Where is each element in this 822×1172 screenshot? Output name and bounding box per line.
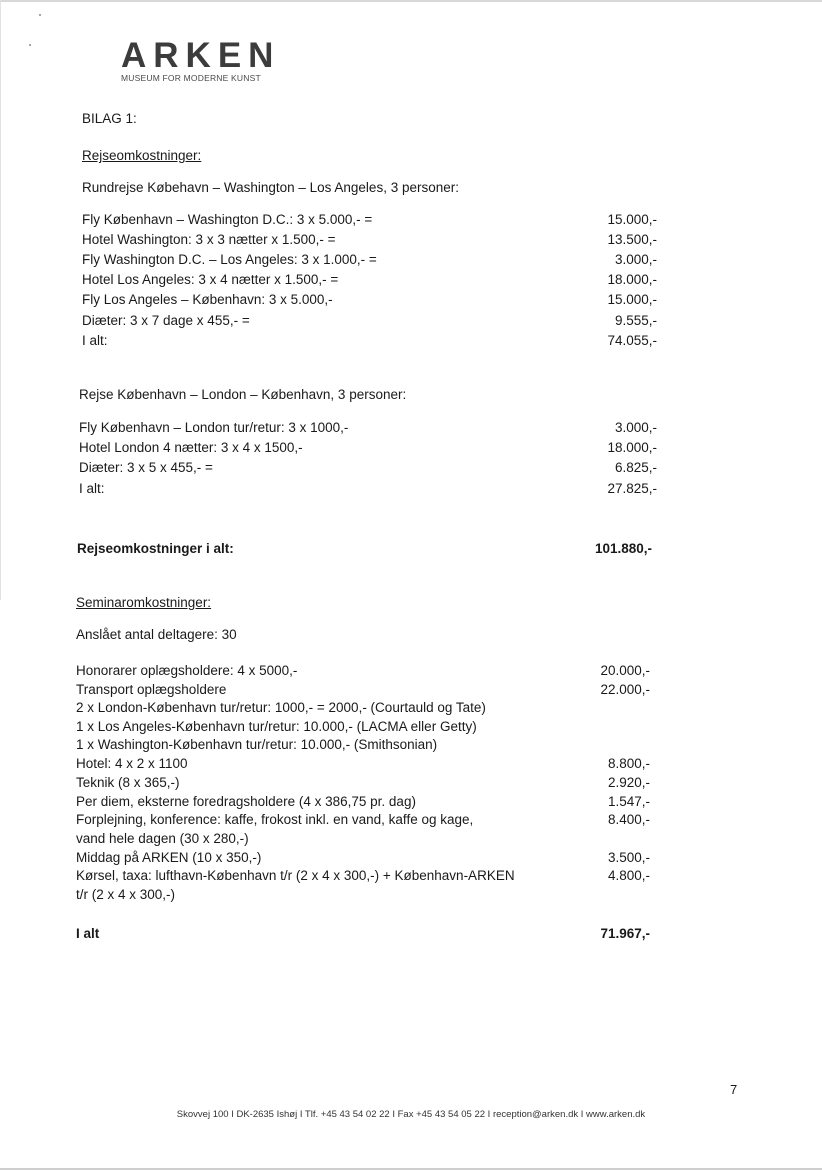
letterhead-footer: Skovvej 100 I DK-2635 Ishøj I Tlf. +45 43 54 02 22 I Fax +45 43 54 05 22 I reception@arken.dk I www.arken.dk [176, 1109, 646, 1120]
cost-line-amount: 6.825,- [614, 460, 657, 475]
cost-line-label: Fly København – London tur/retur: 3 x 1000,- [79, 420, 349, 435]
cost-line-amount: 3.000,- [614, 252, 657, 267]
scan-edge-left [0, 0, 1, 600]
cost-line-label: 1 x Los Angeles-København tur/retur: 10.000,- (LACMA eller Getty) [76, 719, 477, 734]
cost-line-label: Fly København – Washington D.C.: 3 x 5.000,- = [82, 212, 373, 227]
trip2-title: Rejse København – London – København, 3 personer: [79, 387, 407, 402]
scan-speck [29, 44, 31, 46]
cost-line-amount: 8.400,- [607, 812, 650, 827]
cost-line-label: 2 x London-København tur/retur: 1000,- = 2000,- (Courtauld og Tate) [76, 700, 486, 715]
cost-line-label: Hotel Washington: 3 x 3 nætter x 1.500,- = [82, 232, 336, 247]
cost-line-label: Fly Los Angeles – København: 3 x 5.000,- [82, 292, 333, 307]
subtotal-label: I alt: [82, 333, 108, 348]
travel-total-label: Rejseomkostninger i alt: [77, 541, 234, 556]
participants-estimate: Anslået antal deltagere: 30 [76, 627, 237, 642]
seminar-total-label: I alt [76, 926, 100, 941]
cost-line-label: Hotel: 4 x 2 x 1100 [76, 756, 188, 771]
subtotal-label: I alt: [79, 481, 105, 496]
cost-line-label: Transport oplægsholdere [76, 682, 227, 697]
travel-heading: Rejseomkostninger: [82, 148, 202, 163]
page-number: 7 [730, 1082, 738, 1097]
bilag-label: BILAG 1: [82, 111, 137, 126]
travel-total-amount: 101.880,- [594, 541, 652, 556]
cost-line-label: 1 x Washington-København tur/retur: 10.000,- (Smithsonian) [76, 737, 438, 752]
cost-line-label: Per diem, eksterne foredragsholdere (4 x 386,75 pr. dag) [76, 794, 416, 809]
cost-line-amount: 8.800,- [607, 756, 650, 771]
cost-line-label: Hotel London 4 nætter: 3 x 4 x 1500,- [79, 440, 303, 455]
logo-wordmark: ARKEN [121, 36, 281, 75]
cost-line-label: Kørsel, taxa: lufthavn-København t/r (2 x 4 x 300,-) + København-ARKEN [76, 868, 515, 883]
scan-edge-top [0, 0, 822, 2]
cost-line-label: Hotel Los Angeles: 3 x 4 nætter x 1.500,- = [82, 272, 339, 287]
cost-line-amount: 13.500,- [607, 232, 657, 247]
cost-line-amount: 18.000,- [607, 440, 657, 455]
trip1-title: Rundrejse Købehavn – Washington – Los Angeles, 3 personer: [82, 180, 459, 195]
cost-line-amount: 15.000,- [607, 212, 657, 227]
cost-line-label: Diæter: 3 x 5 x 455,- = [79, 460, 213, 475]
cost-line-amount: 2.920,- [607, 775, 650, 790]
cost-line-label: t/r (2 x 4 x 300,-) [76, 887, 176, 902]
logo-subtitle: MUSEUM FOR MODERNE KUNST [121, 73, 261, 83]
cost-line-label: Forplejning, konference: kaffe, frokost inkl. en vand, kaffe og kage, [76, 812, 474, 827]
scan-speck [39, 14, 41, 16]
cost-line-amount: 20.000,- [600, 663, 650, 678]
cost-line-amount: 4.800,- [607, 868, 650, 883]
cost-line-amount: 22.000,- [600, 682, 650, 697]
cost-line-amount: 15.000,- [607, 292, 657, 307]
cost-line-label: vand hele dagen (30 x 280,-) [76, 831, 249, 846]
seminar-total-amount: 71.967,- [600, 926, 650, 941]
cost-line-amount: 9.555,- [614, 313, 657, 328]
subtotal-amount: 27.825,- [607, 481, 657, 496]
arken-logo [121, 38, 280, 83]
subtotal-amount: 74.055,- [607, 333, 657, 348]
cost-line-label: Diæter: 3 x 7 dage x 455,- = [82, 313, 250, 328]
cost-line-amount: 18.000,- [607, 272, 657, 287]
cost-line-amount: 3.500,- [607, 850, 650, 865]
cost-line-label: Fly Washington D.C. – Los Angeles: 3 x 1.000,- = [82, 252, 377, 267]
cost-line-amount: 1.547,- [607, 794, 650, 809]
cost-line-label: Teknik (8 x 365,-) [76, 775, 180, 790]
cost-line-label: Middag på ARKEN (10 x 350,-) [76, 850, 262, 865]
seminar-heading: Seminaromkostninger: [76, 595, 212, 610]
cost-line-amount: 3.000,- [614, 420, 657, 435]
scan-edge-bottom [0, 1168, 822, 1170]
cost-line-label: Honorarer oplægsholdere: 4 x 5000,- [76, 663, 298, 678]
